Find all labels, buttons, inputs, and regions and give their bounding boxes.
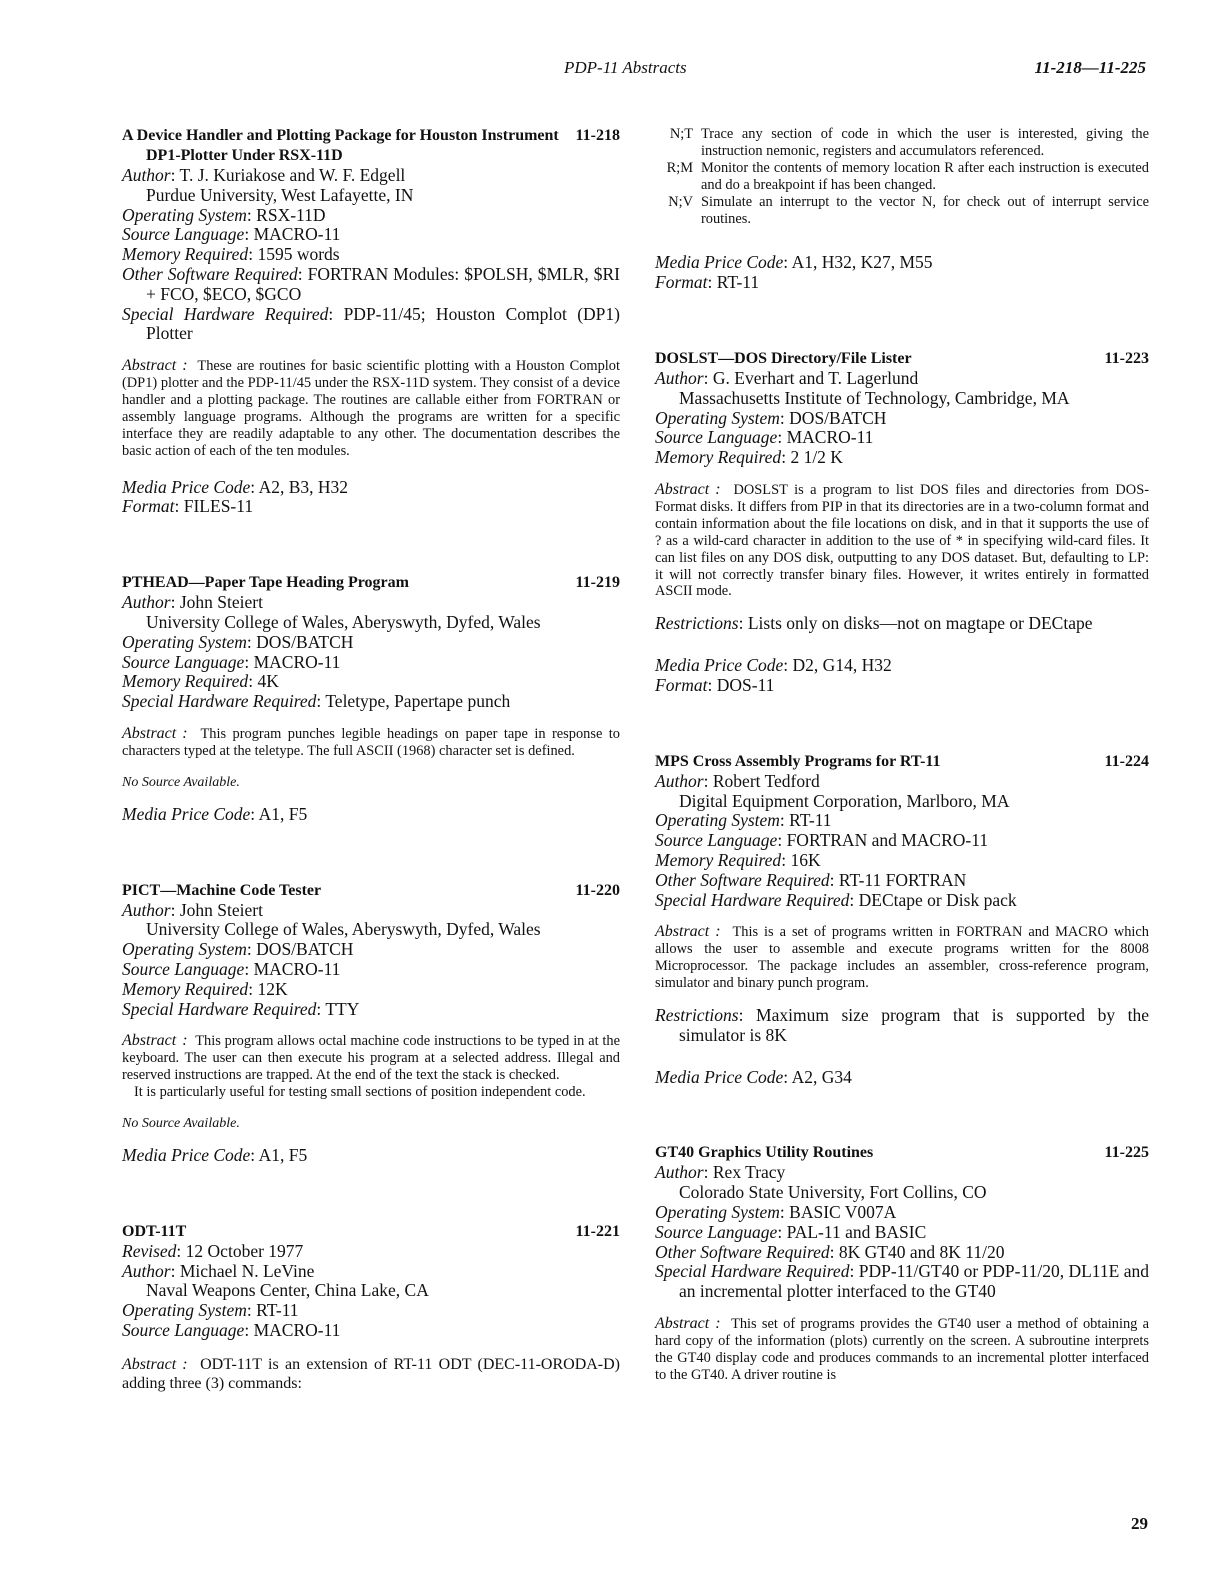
entry-id: 11-221 [575,1222,620,1240]
author-label: Author [122,165,171,185]
special-hardware-field: Special Hardware Required: PDP-11/GT40 or PDP-11/20, DL11E and an incremental plotter interfaced to the GT40 [655,1261,1150,1302]
special-hardware-value: PDP-11/GT40 or PDP-11/20, DL11E and an incremental plotter interfaced to the GT40 [679,1261,1150,1302]
no-source-note: No Source Available. [122,774,240,790]
entry-title: ODT-11T [122,1222,187,1240]
media-field: Media Price Code: A1, H32, K27, M55 [655,252,933,273]
other-software-value: 8K GT40 and 8K 11/20 [838,1241,1005,1262]
memory-label: Memory Required [122,978,249,999]
format-label: Format [655,674,708,695]
entry-header [122,1222,620,1242]
entry-11-223 [655,349,1149,696]
format-label: Format [655,272,708,293]
entry-id: 11-220 [575,881,620,899]
affiliation: Digital Equipment Corporation, Marlboro, MA [679,790,1010,811]
special-hardware-value: PDP-11/45; Houston Complot (DP1) Plotter [146,303,620,344]
special-hardware-label: Special Hardware Required [655,1261,850,1282]
os-field: Operating System: RT-11 [655,810,832,831]
os-field: Operating System: DOS/BATCH [122,939,354,960]
os-value: DOS/BATCH [256,939,354,960]
author-label: Author [655,368,704,389]
memory-field: Memory Required: 1595 words [122,244,340,265]
language-label: Source Language [122,224,245,245]
entry-11-218 [122,126,620,517]
media-value: A1, F5 [258,803,308,824]
os-label: Operating System [122,1300,247,1321]
language-value: MACRO-11 [786,427,874,448]
special-hardware-field: Special Hardware Required: TTY [122,998,360,1019]
abstract-label: Abstract [122,1355,177,1373]
command-item [643,160,1149,194]
entry-11-225 [655,1143,1149,1383]
restrictions-field: Restrictions: Lists only on disks—not on magtape or DECtape [655,613,1093,634]
entry-title: MPS Cross Assembly Programs for RT-11 [655,752,941,770]
memory-value: 16K [790,849,821,870]
memory-label: Memory Required [655,849,782,870]
no-source-note: No Source Available. [122,1116,240,1131]
media-label: Media Price Code [655,1066,784,1087]
os-field: Operating System: RSX-11D [122,204,326,225]
format-field: Format: DOS-11 [655,674,775,695]
os-value: BASIC V007A [789,1201,897,1222]
entry-header [655,1143,1149,1163]
author-value: T. J. Kuriakose and W. F. Edgell [179,165,406,185]
entry-11-221 [122,1222,620,1393]
entry-title: GT40 Graphics Utility Routines [655,1144,874,1162]
author-field: Author: Robert Tedford [655,770,820,791]
os-label: Operating System [655,810,780,831]
other-software-field: Other Software Required: RT-11 FORTRAN [655,869,967,890]
affiliation: Purdue University, West Lafayette, IN [146,184,414,205]
abstract-text-2: It is particularly useful for testing small sections of position independent code. [134,1084,586,1101]
abstract: Abstract : This program punches legible headings on paper tape in response to characters typed at the teletype. The full ASCII (1968) character set is defined. [122,724,620,759]
memory-value: 1595 words [257,244,340,265]
special-hardware-field: Special Hardware Required: PDP-11/45; Houston Complot (DP1) Plotter [122,303,620,344]
affiliation: University College of Wales, Aberyswyth, Dyfed, Wales [146,919,541,940]
entry-header [122,126,620,166]
other-software-value: FORTRAN Modules: $POLSH, $MLR, $RI + FCO, $ECO, $GCO [146,263,620,304]
entry-title: PICT—Machine Code Tester [122,881,322,899]
memory-value: 4K [257,671,279,692]
memory-label: Memory Required [655,447,782,468]
language-field: Source Language: MACRO-11 [655,427,874,448]
restrictions-value: Lists only on disks—not on magtape or DECtape [747,613,1093,634]
media-field: Media Price Code: A2, B3, H32 [122,476,349,497]
language-value: MACRO-11 [253,224,341,245]
author-field: Author: Rex Tracy [655,1162,786,1183]
command-item [643,194,1149,228]
author-label: Author [122,899,171,920]
entry-11-224 [655,752,1149,1088]
other-software-value: RT-11 FORTRAN [838,869,967,890]
os-field: Operating System: RT-11 [122,1300,299,1321]
language-label: Source Language [122,958,245,979]
restrictions-value: Maximum size program that is supported by the simulator is 8K [679,1004,1149,1045]
entry-title: A Device Handler and Plotting Package for Houston Instrument DP1-Plotter Under RSX-11D [122,127,559,164]
entry-header [655,349,1149,369]
page-number: 29 [1131,1514,1148,1533]
language-field: Source Language: MACRO-11 [122,958,341,979]
language-field: Source Language: MACRO-11 [122,651,341,672]
media-field: Media Price Code: A2, G34 [655,1066,852,1087]
media-label: Media Price Code [655,655,784,676]
author-field: Author: John Steiert [122,899,263,920]
entry-header [122,881,620,901]
language-value: PAL-11 and BASIC [786,1221,927,1242]
os-field: Operating System: BASIC V007A [655,1201,897,1222]
media-value: A1, H32, K27, M55 [791,252,933,273]
format-field: Format: FILES-11 [122,496,254,517]
author-field: Author: T. J. Kuriakose and W. F. Edgell [122,165,406,185]
other-software-label: Other Software Required [122,263,298,284]
abstract-label: Abstract [122,1032,177,1050]
abstract-text: This is a set of programs written in FORTRAN and MACRO which allows the user to assemble and execute programs written for the 8008 Microprocessor. The package includes an assembler, cross-reference program, simulator and binary punch program. [655,924,1149,992]
command-text: Simulate an interrupt to the vector N, for check out of interrupt service routines. [701,193,1149,227]
language-label: Source Language [122,651,245,672]
other-software-field: Other Software Required: 8K GT40 and 8K 11/20 [655,1241,1005,1262]
author-label: Author [122,1260,171,1281]
entry-header [122,573,620,593]
os-label: Operating System [655,407,780,428]
abstract-label: Abstract [122,724,177,742]
memory-label: Memory Required [122,244,249,265]
abstract-text: This program punches legible headings on paper tape in response to characters typed at the teletype. The full ASCII (1968) character set is defined. [122,725,620,759]
os-label: Operating System [122,204,247,225]
os-label: Operating System [122,939,247,960]
running-title: PDP-11 Abstracts [564,58,687,77]
revised-field: Revised: 12 October 1977 [122,1240,304,1261]
revised-label: Revised [122,1240,177,1261]
restrictions-label: Restrictions [655,1004,739,1025]
media-label: Media Price Code [122,1145,251,1165]
command-key: R;M [666,159,693,176]
abstract-label: Abstract [122,357,177,375]
language-field: Source Language: FORTRAN and MACRO-11 [655,830,989,851]
abstract: Abstract : This set of programs provides the GT40 user a method of obtaining a hard copy of the information (plots) currently on the screen. A subroutine interprets the GT40 display code and produces commands to an incremental plotter interfaced to the GT40. A driver routine is [655,1314,1149,1383]
special-hardware-label: Special Hardware Required [655,889,850,910]
os-label: Operating System [655,1201,780,1222]
os-value: RSX-11D [256,204,326,225]
abstract: Abstract : DOSLST is a program to list DOS files and directories from DOS-Format disks. It differs from PIP in that its directories are in a two-column format and contain information about the file locations on disk, and in that it supports the use of ? as a wild-card character in addition to the use of * in specifying wild-card files. It can list files on any DOS disk, outputting to any DOS dataset. But, defaulting to LP: it will not correctly transfer binary files. However, it writes entirely in formatted ASCII mode. [655,481,1149,600]
affiliation: Massachusetts Institute of Technology, Cambridge, MA [679,387,1070,408]
special-hardware-label: Special Hardware Required [122,998,317,1019]
entry-id: 11-224 [1104,752,1149,770]
command-text: Monitor the contents of memory location R after each instruction is executed and do a breakpoint if has been changed. [701,159,1149,193]
language-field: Source Language: MACRO-11 [122,224,341,245]
media-label: Media Price Code [122,803,251,824]
author-value: John Steiert [179,592,263,613]
media-value: A2, B3, H32 [258,476,349,497]
special-hardware-value: TTY [325,998,360,1019]
entry-id: 11-218 [575,127,620,144]
abstract: Abstract : This is a set of programs written in FORTRAN and MACRO which allows the user to assemble and execute programs written for the 8008 Microprocessor. The package includes an assembler, cross-reference program, simulator and binary punch program. [655,923,1149,992]
entry-id: 11-219 [575,574,620,592]
affiliation: Naval Weapons Center, China Lake, CA [146,1280,429,1301]
other-software-label: Other Software Required [655,1241,830,1262]
command-text: Trace any section of code in which the user is interested, giving the instruction nemonic, registers and accumulators referenced. [701,126,1149,159]
author-value: Rex Tracy [712,1162,786,1183]
os-value: DOS/BATCH [256,631,354,652]
abstract-text: This program allows octal machine code instructions to be typed in at the keyboard. The user can then execute his program at a selected address. Illegal and reserved instructions are trapped. At the end of the text the stack is checked. [122,1033,621,1084]
special-hardware-label: Special Hardware Required [122,691,317,712]
media-value: A1, F5 [258,1145,308,1165]
entry-title: DOSLST—DOS Directory/File Lister [655,350,912,368]
special-hardware-value: DECtape or Disk pack [858,889,1017,910]
special-hardware-value: Teletype, Papertape punch [325,691,511,712]
media-label: Media Price Code [122,476,251,497]
abstract-text: This set of programs provides the GT40 user a method of obtaining a hard copy of the information (plots) currently on the screen. A subroutine interprets the GT40 display code and produces commands to an incremental plotter interfaced to the GT40. A driver routine is [655,1315,1149,1383]
format-field: Format: RT-11 [655,272,760,293]
os-value: RT-11 [256,1300,299,1321]
language-label: Source Language [655,830,778,851]
author-value: John Steiert [179,899,263,920]
abstract-text: These are routines for basic scientific plotting with a Houston Complot (DP1) plotter and the PDP-11/45 under the RSX-11D system. They consist of a device handler and a plotting package. The routines are callable either from FORTRAN or assembly language programs. Although the programs are written for a specific interface they are readily adaptable to any other. The documentation describes the basic action of each of the ten modules. [122,358,621,459]
right-column [655,126,1149,1384]
entry-11-220 [122,881,620,1166]
author-label: Author [655,770,704,791]
language-label: Source Language [655,427,778,448]
author-label: Author [655,1162,704,1183]
abstract-text: DOSLST is a program to list DOS files and directories from DOS-Format disks. It differs from PIP in that its directories are in a two-column format and contain information about the file locations on disk, and in that it supports the use of ? as a wild-card character in addition to the use of * in specifying wild-card files. It can list files on any DOS disk, outputting to any DOS dataset. But, defaulting to LP: it will not correctly transfer binary files. However, it writes entirely in formatted ASCII mode. [655,482,1149,600]
author-field: Author: John Steiert [122,592,263,613]
command-key: N;T [669,126,693,142]
os-value: DOS/BATCH [789,407,887,428]
restrictions-field: Restrictions: Maximum size program that is supported by the simulator is 8K [655,1004,1149,1045]
other-software-label: Other Software Required [655,869,830,890]
left-column [122,126,620,1393]
command-list [643,126,1149,227]
abstract-label: Abstract [655,481,710,499]
entry-11-219 [122,573,620,824]
memory-value: 12K [257,978,288,999]
abstract: Abstract : These are routines for basic scientific plotting with a Houston Complot (DP1) plotter and the PDP-11/45 under the RSX-11D system. They consist of a device handler and a plotting package. The routines are callable either from FORTRAN or assembly language programs. Although the programs are written for a specific interface they are readily adaptable to any other. The documentation describes the basic action of each of the ten modules. [122,357,621,459]
format-label: Format [122,496,175,517]
abstract-label: Abstract [655,1314,710,1332]
memory-field: Memory Required: 16K [655,849,821,870]
special-hardware-label: Special Hardware Required [122,303,329,324]
language-field: Source Language: MACRO-11 [122,1319,341,1340]
language-value: MACRO-11 [253,1319,341,1340]
author-value: G. Everhart and T. Lagerlund [712,368,919,389]
format-value: DOS-11 [716,674,775,695]
entry-header [655,752,1149,772]
language-value: FORTRAN and MACRO-11 [786,830,989,851]
affiliation: University College of Wales, Aberyswyth, Dyfed, Wales [146,612,541,632]
abstract-label: Abstract [655,923,710,941]
entry-title: PTHEAD—Paper Tape Heading Program [122,574,409,592]
language-label: Source Language [122,1319,245,1340]
abstract: Abstract : ODT-11T is an extension of RT-11 ODT (DEC-11-ORODA-D) adding three (3) commands: [122,1355,621,1392]
command-key: N;V [668,193,693,210]
memory-field: Memory Required: 4K [122,671,279,692]
entry-id: 11-225 [1104,1144,1149,1162]
media-field: Media Price Code: A1, F5 [122,1145,308,1165]
os-field: Operating System: DOS/BATCH [122,631,354,652]
language-label: Source Language [655,1221,778,1242]
memory-field: Memory Required: 12K [122,978,288,999]
special-hardware-field: Special Hardware Required: DECtape or Disk pack [655,889,1017,910]
restrictions-label: Restrictions [655,613,739,634]
entry-id: 11-223 [1104,350,1149,368]
other-software-field: Other Software Required: FORTRAN Modules: $POLSH, $MLR, $RI + FCO, $ECO, $GCO [122,263,620,304]
author-value: Michael N. LeVine [179,1260,315,1281]
language-value: MACRO-11 [253,651,341,672]
language-value: MACRO-11 [253,958,341,979]
media-label: Media Price Code [655,252,784,273]
media-value: A2, G34 [791,1066,852,1087]
memory-label: Memory Required [122,671,249,692]
media-field: Media Price Code: D2, G14, H32 [655,655,892,676]
memory-field: Memory Required: 2 1/2 K [655,447,843,468]
revised-value: 12 October 1977 [185,1240,304,1261]
author-field: Author: Michael N. LeVine [122,1260,315,1281]
author-label: Author [122,592,171,613]
os-value: RT-11 [789,810,832,831]
os-label: Operating System [122,631,247,652]
command-item [643,126,1149,160]
media-field: Media Price Code: A1, F5 [122,803,308,824]
language-field: Source Language: PAL-11 and BASIC [655,1221,927,1242]
media-value: D2, G14, H32 [792,655,892,676]
author-value: Robert Tedford [712,770,820,791]
format-value: RT-11 [716,272,760,293]
page-range: 11-218—11-225 [1034,58,1146,77]
format-value: FILES-11 [183,496,254,517]
abstract: Abstract : This program allows octal machine code instructions to be typed in at the keyboard. The user can then execute his program at a selected address. Illegal and reserved instructions are trapped. At the end of the text the stack is checked. It is particularly useful for testing small sections of position independent code. [122,1032,621,1101]
affiliation: Colorado State University, Fort Collins, CO [679,1182,987,1203]
memory-value: 2 1/2 K [790,447,843,468]
abstract-text: ODT-11T is an extension of RT-11 ODT (DEC-11-ORODA-D) adding three (3) commands: [122,1355,621,1392]
special-hardware-field: Special Hardware Required: Teletype, Papertape punch [122,691,511,712]
author-field: Author: G. Everhart and T. Lagerlund [655,368,919,389]
os-field: Operating System: DOS/BATCH [655,407,887,428]
